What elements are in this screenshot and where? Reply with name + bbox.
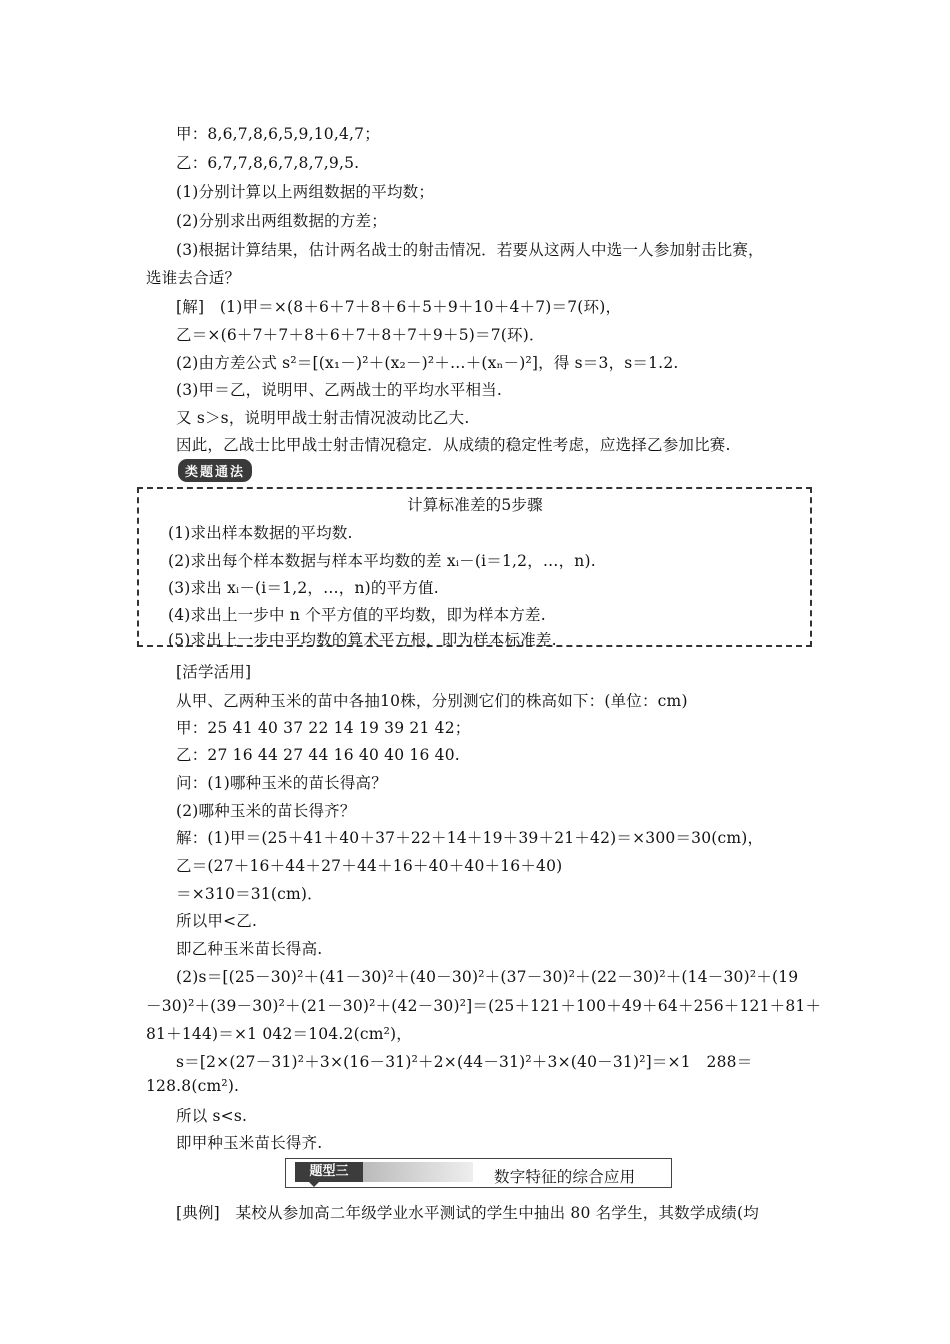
practice-sol-2g: 即甲种玉米苗长得齐. bbox=[176, 1134, 323, 1152]
method-step: (4)求出上一步中 n 个平方值的平均数，即为样本方差. bbox=[168, 606, 546, 624]
method-step: (5)求出上一步中平均数的算术平方根，即为样本标准差. bbox=[168, 631, 557, 649]
practice-yi: 乙：27 16 44 27 44 16 40 40 16 40. bbox=[176, 746, 460, 764]
question-3-cont: 选谁去合适？ bbox=[146, 269, 241, 287]
solution-conclusion: 因此，乙战士比甲战士射击情况稳定．从成绩的稳定性考虑，应选择乙参加比赛. bbox=[176, 436, 731, 454]
question-2: (2)分别求出两组数据的方差； bbox=[176, 212, 387, 230]
practice-q2: (2)哪种玉米的苗长得齐？ bbox=[176, 802, 356, 820]
practice-sol-1: 解：(1)甲＝(25＋41＋40＋37＋22＋14＋19＋39＋21＋42)＝×300＝30(cm)， bbox=[176, 829, 764, 847]
practice-q1: 问：(1)哪种玉米的苗长得高？ bbox=[176, 774, 387, 792]
practice-sol-2c: 81＋144)＝×1 042＝104.2(cm²)， bbox=[146, 1025, 412, 1043]
solution-3: (3)甲＝乙，说明甲、乙两战士的平均水平相当. bbox=[176, 381, 502, 399]
practice-sol-1c: ＝×310＝31(cm)． bbox=[176, 885, 323, 903]
method-step: (1)求出样本数据的平均数. bbox=[168, 524, 353, 542]
question-1: (1)分别计算以上两组数据的平均数； bbox=[176, 183, 435, 201]
data-line-yi: 乙：6,7,7,8,6,7,8,7,9,5. bbox=[176, 154, 360, 172]
practice-sol-1d: 所以甲<乙. bbox=[176, 912, 258, 930]
practice-sol-1e: 即乙种玉米苗长得高. bbox=[176, 940, 323, 958]
example-intro: [典例] 某校从参加高二年级学业水平测试的学生中抽出 80 名学生，其数学成绩(均 bbox=[176, 1204, 759, 1222]
practice-sol-2b: －30)²＋(39－30)²＋(21－30)²＋(42－30)²]＝(25＋121＋100＋49＋64＋256＋121＋81＋ bbox=[146, 997, 822, 1015]
section-title: 数字特征的综合应用 bbox=[494, 1168, 636, 1186]
section-label: 题型三 bbox=[295, 1162, 363, 1182]
practice-jia: 甲：25 41 40 37 22 14 19 39 21 42； bbox=[176, 719, 471, 737]
practice-intro: 从甲、乙两种玉米的苗中各抽10株，分别测它们的株高如下：(单位：cm) bbox=[176, 692, 688, 710]
practice-sol-2f: 所以 s<s. bbox=[176, 1107, 248, 1125]
practice-heading: [活学活用] bbox=[176, 663, 252, 681]
practice-sol-1b: 乙＝(27＋16＋44＋27＋44＋16＋40＋40＋16＋40) bbox=[176, 857, 563, 875]
method-tag: 类题通法 bbox=[178, 459, 252, 482]
section-caret-icon bbox=[309, 1182, 319, 1187]
data-line-jia: 甲：8,6,7,8,6,5,9,10,4,7； bbox=[176, 125, 380, 143]
solution-1: [解] (1)甲＝×(8＋6＋7＋8＋6＋5＋9＋10＋4＋7)＝7(环)， bbox=[176, 298, 622, 316]
method-step: (3)求出 xᵢ－(i＝1,2，…，n)的平方值. bbox=[168, 579, 439, 597]
practice-sol-2e: 128.8(cm²). bbox=[146, 1077, 240, 1095]
solution-2: (2)由方差公式 s²＝[(x₁－)²＋(x₂－)²＋…＋(xₙ－)²]，得 s＝3，s＝1.2. bbox=[176, 354, 679, 372]
solution-3b: 又 s＞s，说明甲战士射击情况波动比乙大. bbox=[176, 409, 470, 427]
practice-sol-2d: s＝[2×(27－31)²＋3×(16－31)²＋2×(44－31)²＋3×(40－31)²]＝×1 288＝ bbox=[176, 1053, 753, 1071]
section-heading-bar bbox=[363, 1162, 473, 1182]
method-box-title: 计算标准差的5步骤 bbox=[407, 496, 543, 514]
solution-1b: 乙＝×(6＋7＋7＋8＋6＋7＋8＋7＋9＋5)＝7(环)． bbox=[176, 326, 545, 344]
question-3: (3)根据计算结果，估计两名战士的射击情况．若要从这两人中选一人参加射击比赛， bbox=[176, 241, 764, 259]
practice-sol-2: (2)s＝[(25－30)²＋(41－30)²＋(40－30)²＋(37－30)²＋(22－30)²＋(14－30)²＋(19 bbox=[176, 968, 799, 986]
method-step: (2)求出每个样本数据与样本平均数的差 xᵢ－(i＝1,2，…，n). bbox=[168, 552, 596, 570]
